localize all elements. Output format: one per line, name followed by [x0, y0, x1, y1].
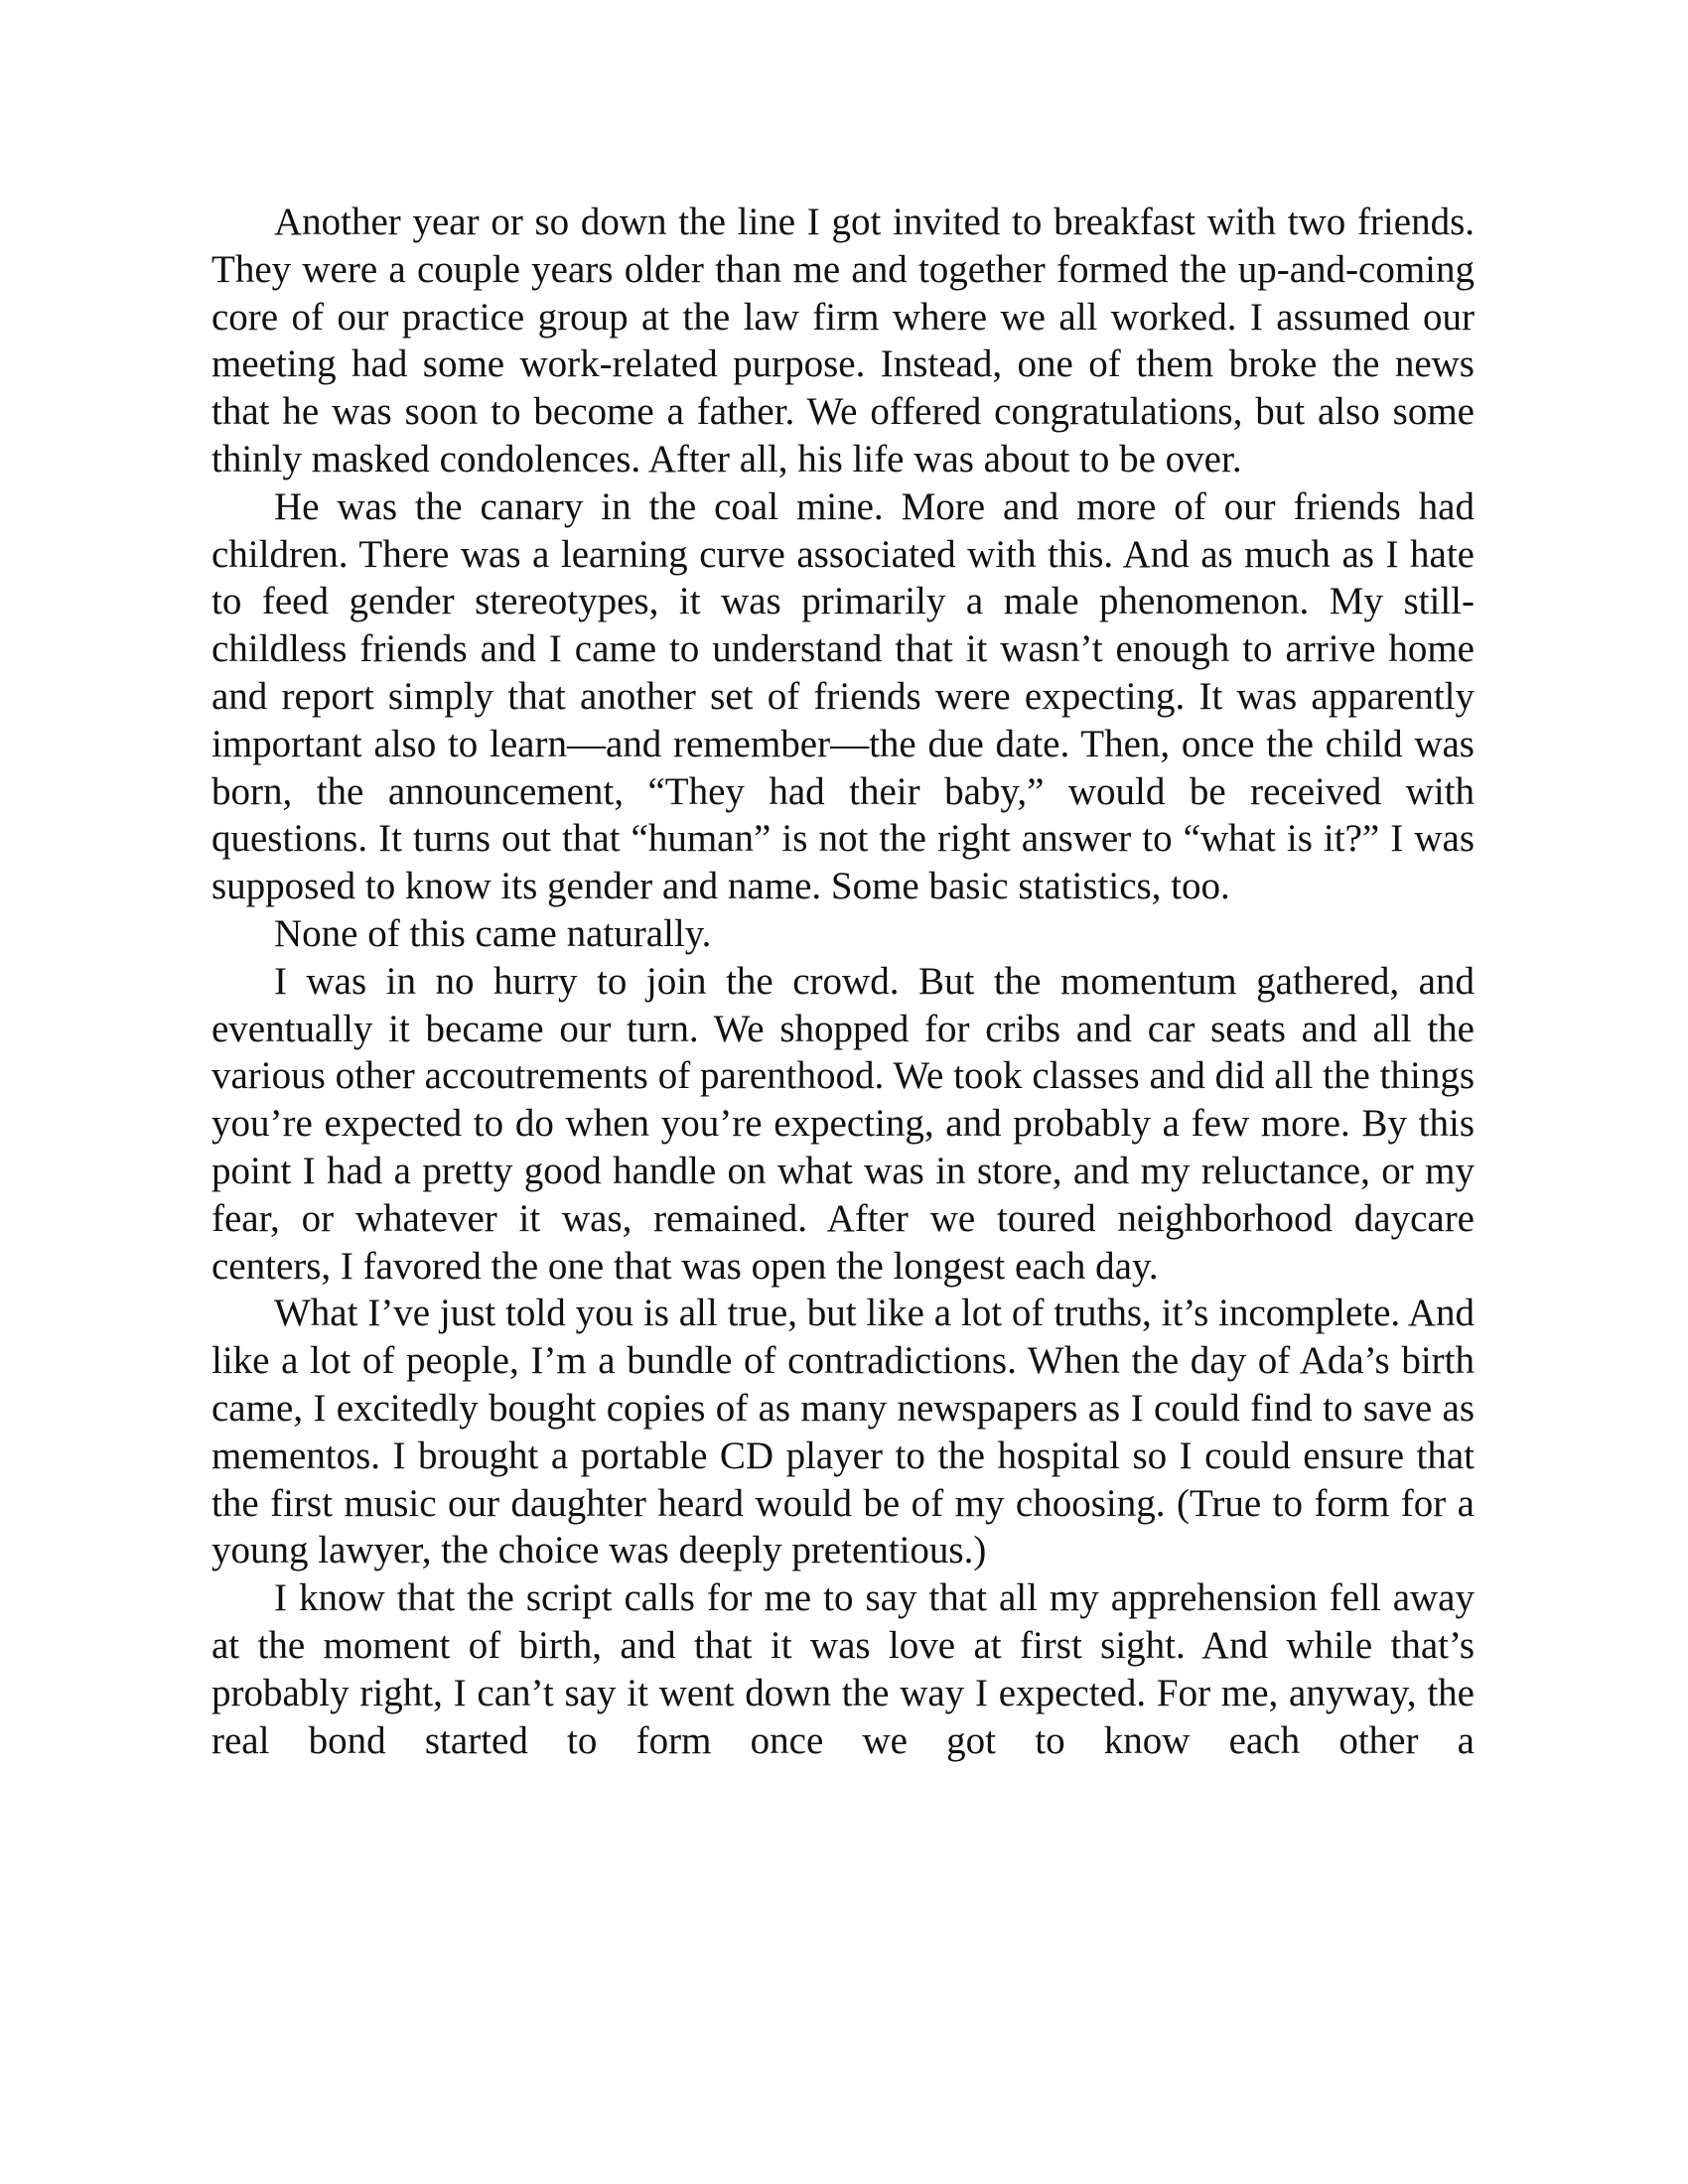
document-page — [211, 199, 1475, 1764]
paragraph-6: I know that the script calls for me to say that all my apprehension fell away at the moment of birth, and that it was love at first sight. And while that’s probably right, I can’t say it went down the way I expected. For me, anyway, the real bond started to form once we got to know each other a — [211, 1576, 1475, 1762]
paragraph-3: None of this came naturally. — [274, 911, 712, 955]
paragraph-1: Another year or so down the line I got invited to breakfast with two friends. They were a couple years older than me and together formed the up-and-coming core of our practice group at the law firm where we all worked. I assumed our meeting had some work-related purpose. Instead, one of them broke the news that he was soon to become a father. We offered congratulations, but also some thinly masked condolences. After all, his life was about to be over. — [211, 201, 1475, 480]
paragraph-5: What I’ve just told you is all true, but like a lot of truths, it’s incomplete. And like a lot of people, I’m a bundle of contradictions. When the day of Ada’s birth came, I excitedly bought copies of as many newspapers as I could find to save as mementos. I brought a portable CD player to the hospital so I could ensure that the first music our daughter heard would be of my choosing. (True to form for a young lawyer, the choice was deeply pretentious.) — [211, 1292, 1475, 1572]
paragraph-4: I was in no hurry to join the crowd. But the momentum gathered, and eventually it became our turn. We shopped for cribs and car seats and all the various other accoutrements of parenthood. We took classes and did all the things you’re expected to do when you’re expecting, and probably a few more. By this point I had a pretty good handle on what was in store, and my reluctance, or my fear, or whatever it was, remained. After we toured neighborhood daycare centers, I favored the one that was open the longest each day. — [211, 959, 1475, 1288]
paragraph-2: He was the canary in the coal mine. More and more of our friends had children. There was a learning curve associated with this. And as much as I hate to feed gender stereotypes, it was primarily a male phenomenon. My still-childless friends and I came to understand that it wasn’t enough to arrive home and report simply that another set of friends were expecting. It was apparently important also to learn—and remember—the due date. Then, once the child was born, the announcement, “They had their baby,” would be received with questions. It turns out that “human” is not the right answer to “what is it?” I was supposed to know its gender and name. Some basic statistics, too. — [211, 484, 1475, 908]
